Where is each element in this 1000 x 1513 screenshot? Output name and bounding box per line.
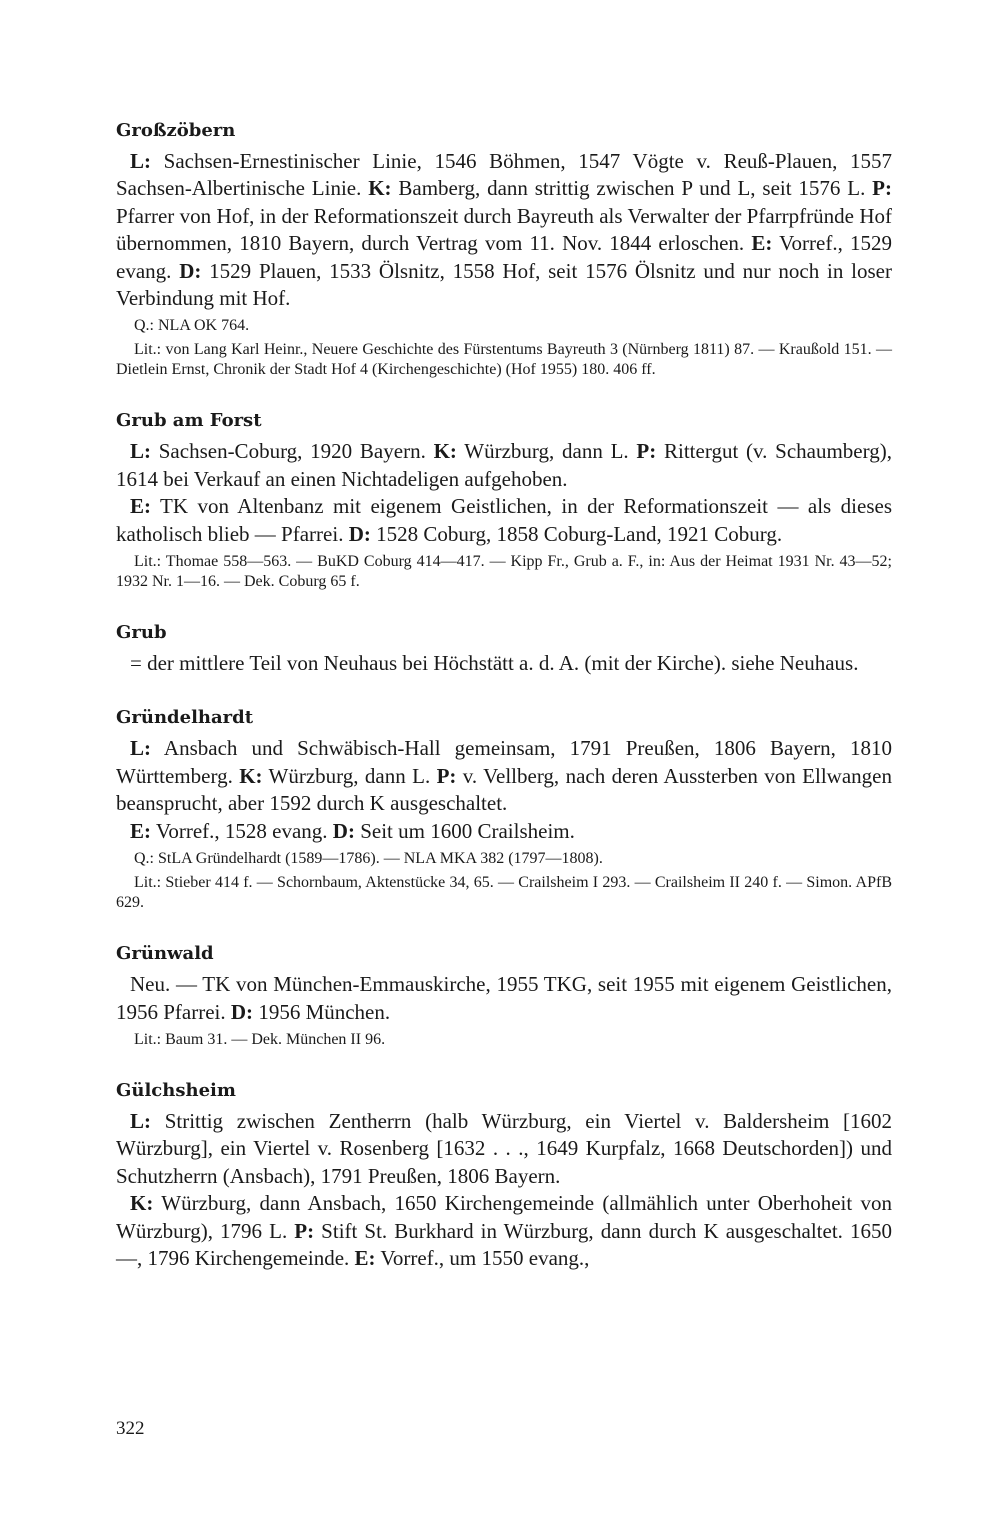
entry-paragraph <box>116 735 892 817</box>
entry-title: Gründelhardt <box>116 707 254 729</box>
field-label: K: <box>239 763 263 788</box>
field-text: Strittig zwischen Zentherrn (halb Würzburg, ein Viertel v. Baldersheim [1602 Würzburg], ein Viertel v. Rosenberg [1632 . . ., 1649 Kurpfalz, 1668 Deutschorden]) und Schutzherrn (Ansbach), 1791 Preußen, 1806 Bayern. <box>116 1108 892 1188</box>
field-text: Vorref., 1529 evang. <box>116 231 893 283</box>
entry-paragraph <box>116 818 892 845</box>
field-label: K: <box>130 1191 154 1216</box>
field-label: K: <box>433 439 457 464</box>
entry-paragraph <box>116 650 892 677</box>
field-text: Seit um 1600 Crailsheim. <box>354 818 575 843</box>
page-content <box>116 118 892 1300</box>
entry-reference-note: Lit.: von Lang Karl Heinr., Neuere Geschichte des Fürstentums Bayreuth 3 (Nürnberg 1811) 87. — Kraußold 151. — Dietlein Ernst, Chronik der Stadt Hof 4 (Kirchengeschichte) (Hof 1955) 180. 406 ff. <box>116 341 892 379</box>
entry-title: Grub <box>116 622 167 644</box>
entry <box>116 620 892 677</box>
field-label: D: <box>179 258 202 283</box>
field-text: Sachsen-Coburg, 1920 Bayern. <box>151 439 434 464</box>
field-text: Würzburg, dann Ansbach, 1650 Kirchengemeinde (allmählich unter Oberhoheit von Würzburg), 1796 L. <box>116 1191 892 1243</box>
field-text: TK von Altenbanz mit eigenem Geistlichen, in der Reformationszeit — als dieses katholisch blieb — Pfarrei. <box>116 494 892 546</box>
field-label: L: <box>130 1108 151 1133</box>
entry <box>116 941 892 1050</box>
page-number: 322 <box>116 1418 145 1439</box>
field-text: Würzburg, dann L. <box>456 439 637 464</box>
entry-paragraph <box>116 1108 892 1190</box>
entry-reference-note: Lit.: Stieber 414 f. — Schornbaum, Aktenstücke 34, 65. — Crailsheim I 293. — Crailsheim II 240 f. — Simon. APfB 629. <box>116 874 892 912</box>
field-text: 1528 Coburg, 1858 Coburg-Land, 1921 Coburg. <box>370 521 783 546</box>
field-text: = der mittlere Teil von Neuhaus bei Höchstätt a. d. A. (mit der Kirche). siehe Neuhaus. <box>130 651 859 676</box>
entry <box>116 705 892 913</box>
field-text: Vorref., um 1550 evang., <box>375 1245 590 1270</box>
entry-paragraph <box>116 1190 892 1272</box>
field-text: Stift St. Burkhard in Würzburg, dann durch K ausgeschaltet. 1650 —, 1796 Kirchengemeinde. <box>116 1218 892 1270</box>
field-text: Bamberg, dann strittig zwischen P und L, seit 1576 L. <box>391 176 873 201</box>
field-text: 1529 Plauen, 1533 Ölsnitz, 1558 Hof, seit 1576 Ölsnitz und nur noch in loser Verbindung mit Hof. <box>116 258 892 311</box>
entry <box>116 408 892 592</box>
entry-reference-note: Q.: StLA Gründelhardt (1589—1786). — NLA MKA 382 (1797—1808). <box>134 850 603 868</box>
field-label: K: <box>368 176 392 201</box>
field-text: v. Vellberg, nach deren Aussterben von Ellwangen beansprucht, aber 1592 durch K ausgeschaltet. <box>116 763 892 816</box>
entry-reference-note: Lit.: Thomae 558—563. — BuKD Coburg 414—417. — Kipp Fr., Grub a. F., in: Aus der Heimat 1931 Nr. 43—52; 1932 Nr. 1—16. — Dek. Coburg 65 f. <box>116 553 892 591</box>
entry-paragraph <box>116 971 892 1026</box>
field-label: E: <box>354 1245 376 1270</box>
entry-paragraph <box>116 148 892 312</box>
field-text: Neu. — TK von München-Emmauskirche, 1955 TKG, seit 1955 mit eigenem Geistlichen, 1956 Pfarrei. <box>116 972 892 1024</box>
entry-title: Gülchsheim <box>116 1079 236 1101</box>
entry-paragraph <box>116 493 892 548</box>
field-label: D: <box>348 521 371 546</box>
field-text: Vorref., 1528 evang. <box>151 818 333 843</box>
field-text: 1956 München. <box>253 999 391 1024</box>
entry <box>116 118 892 380</box>
entry-title: Großzöbern <box>116 120 236 141</box>
entry-paragraph <box>116 438 892 493</box>
entry-reference-note: Q.: NLA OK 764. <box>134 317 250 335</box>
field-label: P: <box>294 1218 315 1243</box>
entry-title: Grünwald <box>116 943 214 965</box>
field-label: D: <box>230 999 254 1024</box>
field-text: Sachsen-Ernestinischer Linie, 1546 Böhmen, 1547 Vögte v. Reuß-Plauen, 1557 Sachsen-Albertinische Linie. <box>116 149 892 201</box>
field-label: E: <box>130 818 151 843</box>
entry <box>116 1078 892 1272</box>
field-label: L: <box>130 149 151 173</box>
field-text: Ansbach und Schwäbisch-Hall gemeinsam, 1791 Preußen, 1806 Bayern, 1810 Württemberg. <box>116 736 892 788</box>
field-label: D: <box>332 818 355 843</box>
field-label: P: <box>636 439 657 464</box>
field-label: L: <box>130 439 151 464</box>
field-label: L: <box>130 736 151 761</box>
field-label: E: <box>130 494 151 519</box>
field-label: P: <box>872 176 892 201</box>
entry-title: Grub am Forst <box>116 410 262 432</box>
field-label: E: <box>751 231 773 256</box>
field-label: P: <box>436 763 457 788</box>
field-text: Würzburg, dann L. <box>262 763 437 788</box>
field-text: Pfarrer von Hof, in der Reformationszeit durch Bayreuth als Verwalter der Pfarrpfründe Hof übernommen, 1810 Bayern, durch Vertrag vom 11. Nov. 1844 erloschen. <box>116 203 892 256</box>
entry-reference-note: Lit.: Baum 31. — Dek. München II 96. <box>134 1030 386 1048</box>
field-text: Rittergut (v. Schaumberg), 1614 bei Verkauf an einen Nichtadeligen aufgehoben. <box>116 439 892 491</box>
